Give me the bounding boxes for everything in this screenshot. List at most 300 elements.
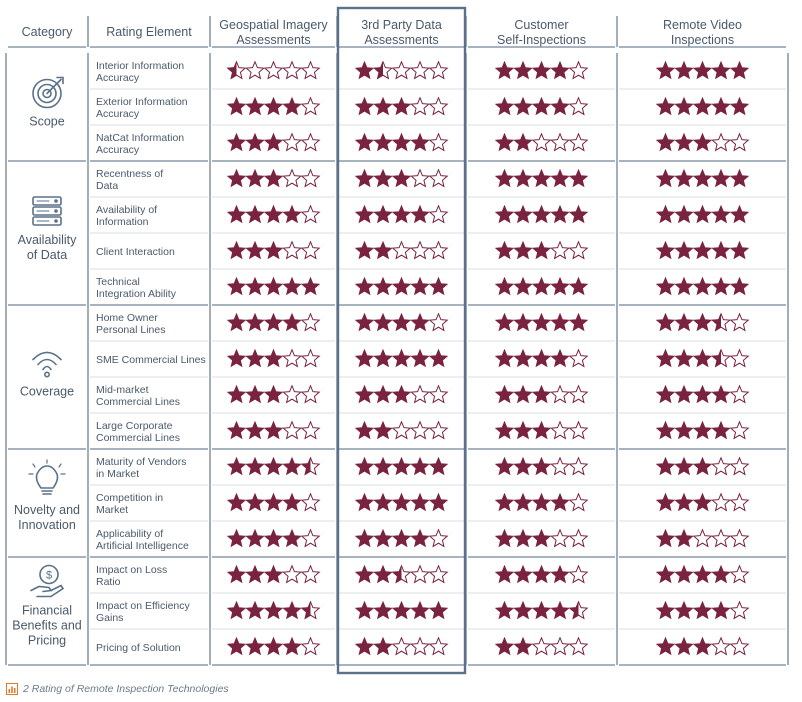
- star-full: [533, 278, 551, 295]
- star-empty: [430, 62, 448, 79]
- star-full: [246, 602, 264, 619]
- star-empty: [302, 422, 320, 439]
- star-full: [411, 278, 429, 295]
- star-full: [228, 422, 246, 439]
- star-full: [374, 386, 392, 403]
- star-full: [265, 134, 283, 151]
- header-column-1: Assessments: [236, 33, 311, 47]
- star-empty: [302, 62, 320, 79]
- star-full: [514, 134, 532, 151]
- category-label: Financial: [21, 603, 73, 618]
- star-full: [496, 458, 514, 475]
- header-column-4: Remote Video: [663, 18, 742, 32]
- star-full: [393, 314, 411, 331]
- star-empty: [302, 566, 320, 583]
- rating-element-label: Accuracy: [96, 144, 140, 156]
- rating-element-label: Accuracy: [96, 108, 140, 120]
- star-empty: [430, 242, 448, 259]
- rating-element-label: Impact on Efficiency: [96, 600, 190, 612]
- star-rating: [657, 170, 749, 187]
- star-full: [228, 602, 246, 619]
- star-full: [694, 386, 712, 403]
- star-rating: [496, 530, 588, 547]
- star-full: [731, 170, 749, 187]
- rating-element-label: Ratio: [96, 576, 121, 588]
- server-light: [55, 200, 57, 202]
- star-full: [374, 134, 392, 151]
- star-empty: [731, 566, 749, 583]
- star-full: [731, 98, 749, 115]
- rating-element-label: Impact on Loss: [96, 564, 168, 576]
- star-empty: [570, 98, 588, 115]
- star-empty: [551, 530, 569, 547]
- star-full: [496, 638, 514, 655]
- star-rating: [496, 62, 588, 79]
- star-full: [712, 206, 730, 223]
- star-full: [374, 602, 392, 619]
- star-full: [533, 458, 551, 475]
- star-empty: [393, 242, 411, 259]
- star-empty: [283, 170, 301, 187]
- star-full: [657, 566, 675, 583]
- star-full: [514, 206, 532, 223]
- star-full: [283, 602, 301, 619]
- star-rating: [356, 242, 448, 259]
- star-full: [228, 98, 246, 115]
- star-rating: [356, 386, 448, 403]
- star-full: [283, 98, 301, 115]
- star-full: [496, 602, 514, 619]
- star-rating: [228, 386, 320, 403]
- star-empty: [430, 170, 448, 187]
- star-full: [675, 98, 693, 115]
- star-full: [430, 494, 448, 511]
- star-empty: [430, 98, 448, 115]
- star-full: [411, 350, 429, 367]
- star-full: [393, 206, 411, 223]
- star-empty: [570, 422, 588, 439]
- star-full: [731, 242, 749, 259]
- star-full: [551, 350, 569, 367]
- star-rating: [356, 98, 448, 115]
- star-full: [496, 530, 514, 547]
- wifi-arc-outer: [33, 353, 61, 360]
- star-full: [228, 314, 246, 331]
- star-empty: [302, 350, 320, 367]
- wifi-icon: [33, 353, 61, 377]
- star-full: [694, 170, 712, 187]
- star-full: [411, 134, 429, 151]
- star-full: [712, 566, 730, 583]
- star-rating: [657, 278, 749, 295]
- star-rating: [228, 170, 320, 187]
- star-empty: [430, 386, 448, 403]
- star-full: [712, 602, 730, 619]
- rating-element-label: Pricing of Solution: [96, 642, 181, 654]
- star-full: [393, 134, 411, 151]
- star-full: [514, 638, 532, 655]
- star-full: [657, 530, 675, 547]
- star-empty: [551, 134, 569, 151]
- star-full: [411, 458, 429, 475]
- star-full: [657, 602, 675, 619]
- star-rating: [356, 134, 448, 151]
- star-full: [356, 134, 374, 151]
- star-empty: [551, 386, 569, 403]
- star-empty: [712, 638, 730, 655]
- star-full: [657, 206, 675, 223]
- rating-element-label: Applicability of: [96, 528, 164, 540]
- star-full: [731, 62, 749, 79]
- star-full: [246, 206, 264, 223]
- star-rating: [356, 602, 448, 619]
- star-rating: [356, 278, 448, 295]
- star-full: [551, 314, 569, 331]
- star-rating: [228, 314, 320, 331]
- star-full: [283, 278, 301, 295]
- star-empty: [731, 314, 749, 331]
- star-full: [265, 170, 283, 187]
- header-column-4: Inspections: [670, 33, 735, 47]
- star-full: [496, 98, 514, 115]
- star-full: [675, 494, 693, 511]
- star-empty: [731, 602, 749, 619]
- star-full: [551, 278, 569, 295]
- star-full: [265, 206, 283, 223]
- star-full: [570, 170, 588, 187]
- star-full: [393, 98, 411, 115]
- star-empty: [302, 494, 320, 511]
- star-rating: [228, 62, 320, 79]
- star-rating: [228, 206, 320, 223]
- star-full: [228, 386, 246, 403]
- star-empty: [731, 530, 749, 547]
- star-empty: [246, 62, 264, 79]
- star-full: [374, 98, 392, 115]
- star-full: [712, 98, 730, 115]
- rating-element-label: Personal Lines: [96, 324, 166, 336]
- star-full: [657, 422, 675, 439]
- star-rating: [356, 530, 448, 547]
- star-full: [675, 350, 693, 367]
- star-rating: [657, 206, 749, 223]
- star-full: [657, 638, 675, 655]
- server-light: [55, 220, 57, 222]
- star-full: [712, 386, 730, 403]
- star-full: [675, 62, 693, 79]
- star-full: [430, 350, 448, 367]
- bulb-ray: [33, 464, 35, 467]
- star-full: [496, 314, 514, 331]
- star-full: [393, 278, 411, 295]
- star-full: [228, 206, 246, 223]
- star-rating: [657, 98, 749, 115]
- star-rating: [228, 566, 320, 583]
- star-full: [265, 458, 283, 475]
- star-full: [694, 458, 712, 475]
- star-full: [675, 602, 693, 619]
- star-full: [514, 98, 532, 115]
- star-full: [393, 602, 411, 619]
- star-full: [228, 494, 246, 511]
- star-full: [430, 278, 448, 295]
- star-rating: [657, 566, 749, 583]
- star-empty: [551, 638, 569, 655]
- star-full: [265, 638, 283, 655]
- star-full: [694, 350, 712, 367]
- star-full: [374, 206, 392, 223]
- star-full: [393, 350, 411, 367]
- star-rating: [356, 62, 448, 79]
- star-full: [712, 278, 730, 295]
- star-rating: [657, 350, 749, 367]
- star-full: [514, 62, 532, 79]
- star-full: [694, 494, 712, 511]
- star-empty: [302, 206, 320, 223]
- star-empty: [393, 638, 411, 655]
- star-full: [430, 602, 448, 619]
- star-full: [533, 422, 551, 439]
- star-full: [533, 62, 551, 79]
- star-empty: [731, 134, 749, 151]
- star-full: [302, 278, 320, 295]
- star-full: [228, 278, 246, 295]
- header-category: Category: [21, 25, 73, 39]
- star-full: [675, 458, 693, 475]
- star-full: [283, 314, 301, 331]
- star-full: [712, 422, 730, 439]
- star-full: [356, 314, 374, 331]
- star-rating: [356, 494, 448, 511]
- category-label: Coverage: [19, 384, 75, 399]
- star-full: [514, 170, 532, 187]
- star-rating: [356, 566, 448, 583]
- star-full: [246, 494, 264, 511]
- rating-element-label: Artificial Intelligence: [96, 540, 189, 552]
- star-empty: [533, 638, 551, 655]
- star-rating: [356, 350, 448, 367]
- star-full: [731, 278, 749, 295]
- star-full: [356, 170, 374, 187]
- star-empty: [551, 422, 569, 439]
- star-full: [712, 242, 730, 259]
- star-full: [533, 170, 551, 187]
- star-empty: [302, 530, 320, 547]
- star-rating: [228, 458, 320, 475]
- star-full: [694, 602, 712, 619]
- star-empty: [570, 242, 588, 259]
- star-empty: [712, 530, 730, 547]
- star-full: [228, 242, 246, 259]
- star-empty: [551, 242, 569, 259]
- star-empty: [283, 422, 301, 439]
- rating-element-label: Mid-market: [96, 384, 149, 396]
- star-rating: [657, 530, 749, 547]
- star-empty: [411, 566, 429, 583]
- star-rating: [356, 170, 448, 187]
- category-label: Scope: [29, 114, 65, 129]
- star-full: [265, 350, 283, 367]
- rating-element-label: Home Owner: [96, 312, 158, 324]
- star-full: [356, 458, 374, 475]
- star-full: [657, 98, 675, 115]
- star-rating: [657, 602, 749, 619]
- star-full: [694, 314, 712, 331]
- star-full: [657, 314, 675, 331]
- star-full: [393, 386, 411, 403]
- rating-element-label: Client Interaction: [96, 246, 175, 258]
- star-full: [356, 278, 374, 295]
- star-full: [356, 638, 374, 655]
- rating-element-label: NatCat Information: [96, 132, 185, 144]
- star-full: [411, 314, 429, 331]
- rating-element-label: Integration Ability: [96, 288, 176, 300]
- star-full: [265, 386, 283, 403]
- star-rating: [228, 638, 320, 655]
- star-full: [356, 350, 374, 367]
- star-full: [246, 278, 264, 295]
- rating-element-label: Commercial Lines: [96, 396, 181, 408]
- star-full: [657, 386, 675, 403]
- rating-element-label: Accuracy: [96, 72, 140, 84]
- star-empty: [694, 530, 712, 547]
- star-empty: [302, 386, 320, 403]
- star-empty: [411, 638, 429, 655]
- caption: [6, 682, 229, 696]
- star-full: [246, 350, 264, 367]
- rating-element-label: Availability of: [96, 204, 158, 216]
- star-full: [283, 206, 301, 223]
- target-icon: [33, 78, 63, 108]
- star-full: [533, 494, 551, 511]
- star-full: [265, 494, 283, 511]
- star-empty: [393, 62, 411, 79]
- star-empty: [411, 386, 429, 403]
- star-empty: [302, 638, 320, 655]
- star-empty: [570, 494, 588, 511]
- star-full: [393, 458, 411, 475]
- star-rating: [496, 242, 588, 259]
- star-full: [570, 314, 588, 331]
- wifi-arc-mid: [38, 360, 56, 365]
- star-full: [496, 386, 514, 403]
- star-rating: [657, 386, 749, 403]
- star-empty: [411, 98, 429, 115]
- star-rating: [228, 530, 320, 547]
- star-rating: [496, 98, 588, 115]
- star-rating: [228, 134, 320, 151]
- category-label: Benefits and: [12, 618, 82, 633]
- star-full: [675, 170, 693, 187]
- star-full: [228, 350, 246, 367]
- rating-element-label: in Market: [96, 468, 140, 480]
- star-empty: [393, 422, 411, 439]
- star-full: [694, 242, 712, 259]
- star-full: [246, 134, 264, 151]
- star-rating: [496, 458, 588, 475]
- star-full: [496, 170, 514, 187]
- star-full: [675, 422, 693, 439]
- category-label: Pricing: [27, 633, 67, 648]
- rating-element-label: SME Commercial Lines: [96, 354, 206, 366]
- bulb-glass: [37, 466, 58, 488]
- rating-element-label: Exterior Information: [96, 96, 188, 108]
- star-rating: [657, 134, 749, 151]
- star-empty: [712, 458, 730, 475]
- star-empty: [731, 494, 749, 511]
- star-rating: [657, 494, 749, 511]
- star-rating: [496, 350, 588, 367]
- star-empty: [570, 530, 588, 547]
- star-full: [657, 278, 675, 295]
- star-full: [675, 386, 693, 403]
- star-full: [694, 278, 712, 295]
- star-empty: [731, 422, 749, 439]
- star-rating: [657, 458, 749, 475]
- star-rating: [228, 422, 320, 439]
- star-empty: [570, 350, 588, 367]
- star-full: [514, 386, 532, 403]
- rating-element-label: Information: [96, 216, 149, 228]
- star-rating: [496, 170, 588, 187]
- star-empty: [430, 134, 448, 151]
- rating-element-label: Technical: [96, 276, 140, 288]
- rating-element-label: Market: [96, 504, 129, 516]
- star-empty: [570, 134, 588, 151]
- star-full: [533, 314, 551, 331]
- star-full: [265, 278, 283, 295]
- star-full: [496, 134, 514, 151]
- header-column-2: 3rd Party Data: [361, 18, 442, 32]
- star-full: [496, 566, 514, 583]
- star-full: [374, 458, 392, 475]
- star-full: [514, 350, 532, 367]
- star-rating: [228, 494, 320, 511]
- star-full: [551, 602, 569, 619]
- star-empty: [411, 62, 429, 79]
- star-full: [570, 278, 588, 295]
- star-full: [675, 566, 693, 583]
- star-full: [694, 62, 712, 79]
- star-full: [411, 206, 429, 223]
- header-column-2: Assessments: [364, 33, 439, 47]
- star-full: [265, 98, 283, 115]
- star-rating: [657, 62, 749, 79]
- star-full: [374, 242, 392, 259]
- star-full: [514, 494, 532, 511]
- star-full: [694, 206, 712, 223]
- star-full: [374, 314, 392, 331]
- money-hand-icon: [31, 566, 63, 597]
- star-rating: [496, 422, 588, 439]
- star-full: [356, 386, 374, 403]
- star-full: [356, 422, 374, 439]
- star-full: [533, 242, 551, 259]
- star-empty: [302, 170, 320, 187]
- rating-element-label: Data: [96, 180, 119, 192]
- star-full: [533, 98, 551, 115]
- star-full: [356, 566, 374, 583]
- star-full: [657, 62, 675, 79]
- star-full: [246, 386, 264, 403]
- star-full: [675, 638, 693, 655]
- star-full: [283, 458, 301, 475]
- star-rating: [228, 242, 320, 259]
- star-full: [496, 494, 514, 511]
- star-empty: [283, 62, 301, 79]
- star-rating: [657, 638, 749, 655]
- star-full: [694, 422, 712, 439]
